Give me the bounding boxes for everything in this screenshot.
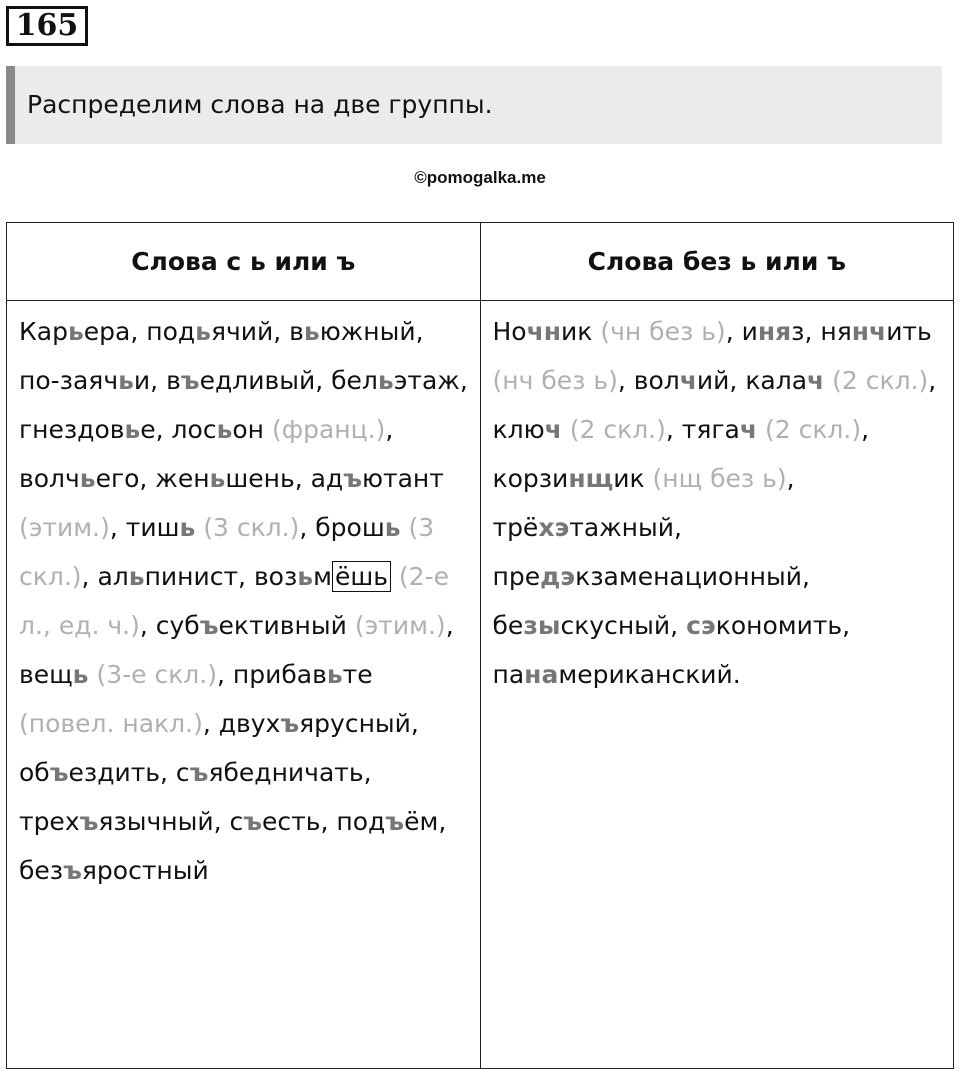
grammar-note: (3 скл.) [203,513,300,542]
word-text: ездить, [68,758,176,787]
word-text: волч [19,464,80,493]
highlighted-letter: ь [209,464,226,493]
highlighted-letter: ь [67,317,84,346]
word-text: , тиш [109,513,180,542]
word-text [562,415,570,444]
word-text: гнездов [19,415,125,444]
header-without-signs: Слова без ь или ъ [480,223,954,301]
word-text [824,366,832,395]
grammar-note: (нщ без ь) [652,464,787,493]
highlighted-letter: сэ [686,611,716,640]
word-text: , суб [139,611,200,640]
grammar-note: (2 скл.) [764,415,862,444]
word-text: шень, [225,464,311,493]
word-groups-table [6,222,954,1069]
highlighted-letter: ня [757,317,792,346]
highlighted-letter: ь [297,562,314,591]
highlighted-letter: ь [72,660,89,689]
word-text: его, жен [95,464,210,493]
word-text: тажный, [569,513,682,542]
word-text: под [336,807,386,836]
word-text: едливый, бел [199,366,378,395]
highlighted-letter: ч [739,415,758,444]
highlighted-letter: ь [384,513,401,542]
word-text [757,415,765,444]
highlighted-letter: ь [326,660,343,689]
word-text: Кар [19,317,68,346]
word-text: ютант [362,464,444,493]
highlighted-letter: ъ [189,758,209,787]
highlighted-letter: ч [807,366,825,395]
grammar-note: (3-е скл.) [96,660,217,689]
word-text: пинист, воз [144,562,298,591]
left-cell [7,301,481,1069]
words-with-signs [19,307,472,895]
highlighted-letter: ь [216,415,233,444]
highlighted-letter: ь [303,317,320,346]
word-text: с [175,758,190,787]
word-text: те [342,660,373,689]
highlighted-letter: ч [544,415,562,444]
word-text: ярусный, об [19,709,419,787]
word-text: бе [492,611,524,640]
highlighted-letter: ъ [343,464,362,493]
word-text: южный, по-заяч [19,317,424,395]
highlighted-letter: нщ [568,464,614,493]
grammar-note: (2 скл.) [832,366,929,395]
highlighted-letter: ъ [199,611,219,640]
word-text: , [202,709,219,738]
word-text: трех [19,807,80,836]
grammar-note: (3 скл.) [19,513,435,591]
word-text: , [385,415,394,444]
word-text: , клю [492,366,937,444]
word-text: ня [820,317,852,346]
word-text: язычный, с [98,807,244,836]
word-text: е, лос [140,415,217,444]
highlighted-letter: ъ [63,856,82,885]
word-text: кала [745,366,808,395]
word-text: этаж, [393,366,468,395]
word-text: ера, под [83,317,196,346]
highlighted-letter: ь [118,366,134,395]
highlighted-letter: ъ [79,807,99,836]
highlighted-letter: ъ [385,807,405,836]
table-header-row [7,223,954,301]
word-text [391,562,399,591]
word-text: ективный [218,611,355,640]
words-without-signs [493,307,946,699]
grammar-note: (нч без ь) [492,366,618,395]
word-text: , вещ [19,611,454,689]
word-text: , [665,415,682,444]
highlighted-letter: зы [523,611,561,640]
word-text: ад [310,464,344,493]
highlighted-letter: дэ [540,562,576,591]
grammar-note: (повел. накл.) [19,709,203,738]
highlighted-letter: ь [195,317,211,346]
word-text: , [81,562,98,591]
grammar-note: (чн без ь) [600,317,726,346]
word-text: он [232,415,272,444]
word-text: двух [218,709,281,738]
highlighted-letter: на [524,660,559,689]
word-text: ал [97,562,129,591]
watermark: ©pomogalka.me [414,168,546,187]
highlighted-letter: ь [179,513,196,542]
word-text: , трё [492,464,795,542]
header-with-signs: Слова с ь или ъ [7,223,481,301]
word-text: кзаменационный, [575,562,810,591]
word-text: ём, без [19,807,447,885]
word-text: скусный, [560,611,687,640]
highlighted-letter: ч [679,366,697,395]
grammar-note: (2-е л., ед. ч.) [19,562,449,640]
highlighted-letter: ь [128,562,145,591]
word-text: кономить, [715,611,851,640]
word-text: яростный [81,856,209,885]
word-text: прибав [232,660,327,689]
word-text: в [289,317,304,346]
word-text: , и [725,317,758,346]
word-text: мериканский. [558,660,741,689]
word-text: , брош [299,513,385,542]
word-text: Но [492,317,527,346]
highlighted-letter: нч [851,317,887,346]
word-text: тяга [681,415,740,444]
word-text: есть, [262,807,337,836]
word-text: ить [886,317,932,346]
word-text: м [313,562,332,591]
word-text: в [166,366,181,395]
highlighted-letter: хэ [538,513,570,542]
word-text: пре [492,562,541,591]
highlighted-letter: ъ [180,366,200,395]
word-text: , корзи [492,415,870,493]
grammar-note: (этим.) [354,611,446,640]
highlighted-letter: ь [124,415,141,444]
word-text: , [216,660,233,689]
highlighted-letter: ъ [280,709,300,738]
word-text: ячий, [210,317,290,346]
grammar-note: (франц.) [271,415,386,444]
word-text: ий, [696,366,746,395]
highlighted-letter: ь [79,464,96,493]
word-text: ик [561,317,601,346]
grammar-note: (2 скл.) [569,415,666,444]
word-text: ик [613,464,653,493]
grammar-note: (этим.) [19,513,110,542]
word-text: па [492,660,525,689]
task-number: 165 [6,6,88,46]
highlighted-letter: ь [377,366,394,395]
right-cell [480,301,954,1069]
word-text: , вол [617,366,680,395]
highlighted-letter: ъ [49,758,69,787]
word-text: ябедничать, [208,758,372,787]
highlighted-letter: чн [526,317,562,346]
highlighted-letter: ъ [243,807,263,836]
boxed-ending: ёшь [332,561,391,592]
word-text: з, [791,317,821,346]
intro-callout [6,66,942,144]
intro-text: Распределим слова на две группы. [27,90,493,119]
word-text: и, [133,366,167,395]
table-row [7,301,954,1069]
